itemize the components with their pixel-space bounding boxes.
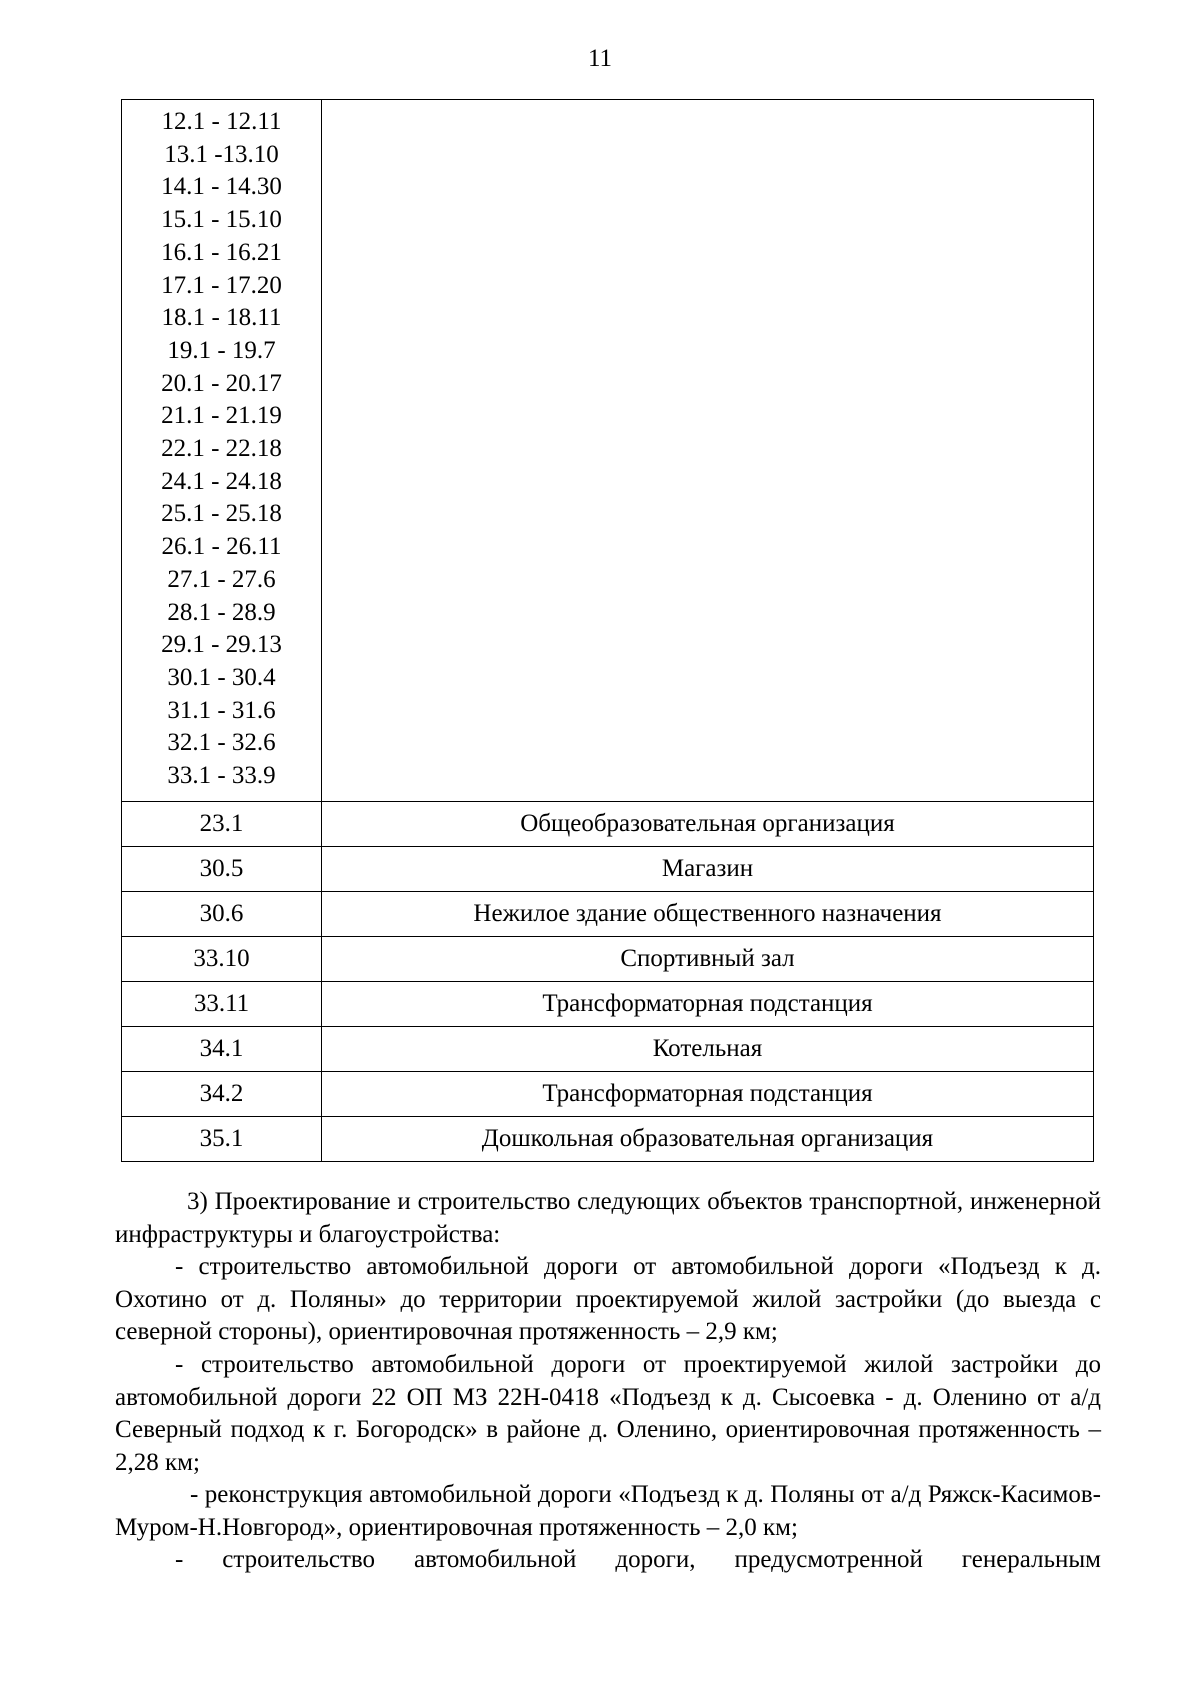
object-id: 34.1 — [122, 1027, 322, 1072]
range-id: 21.1 - 21.19 — [161, 402, 282, 430]
paragraph-road-1: - строительство автомобильной дороги от автомобильной дороги «Подъезд к д. Охотино от д. Поляны» до территории проектируемой жилой застройки (до выезда с северной стороны), ориентировочная протяженность – 2,9 км; — [115, 1253, 1101, 1346]
table-row — [122, 937, 1094, 982]
empty-name-cell — [322, 100, 1094, 802]
range-id: 32.1 - 32.6 — [167, 729, 276, 757]
range-id: 31.1 - 31.6 — [167, 696, 276, 724]
range-id: 30.1 - 30.4 — [167, 663, 276, 691]
object-name: Магазин — [322, 847, 1094, 892]
table-row — [122, 847, 1094, 892]
table-row — [122, 892, 1094, 937]
table-row — [122, 1117, 1094, 1162]
range-id: 15.1 - 15.10 — [161, 206, 282, 234]
range-id: 27.1 - 27.6 — [167, 565, 276, 593]
object-id: 23.1 — [122, 802, 322, 847]
range-id: 17.1 - 17.20 — [161, 271, 282, 299]
object-id: 30.6 — [122, 892, 322, 937]
object-id: 30.5 — [122, 847, 322, 892]
object-name: Общеобразовательная организация — [322, 802, 1094, 847]
object-name: Спортивный зал — [322, 937, 1094, 982]
object-id: 35.1 — [122, 1117, 322, 1162]
object-id: 33.11 — [122, 982, 322, 1027]
table-row — [122, 100, 1094, 802]
paragraph-road-3: - реконструкция автомобильной дороги «Подъезд к д. Поляны от а/д Ряжск-Касимов-Муром-Н.Новгород», ориентировочная протяженность – 2,0 км; — [115, 1481, 1101, 1541]
paragraph-road-4: - строительство автомобильной дороги, предусмотренной генеральным — [175, 1546, 1101, 1573]
object-name: Трансформаторная подстанция — [322, 982, 1094, 1027]
objects-table — [121, 99, 1094, 1162]
range-id: 16.1 - 16.21 — [161, 238, 282, 266]
range-id: 14.1 - 14.30 — [161, 173, 282, 201]
object-name: Трансформаторная подстанция — [322, 1072, 1094, 1117]
range-id: 28.1 - 28.9 — [167, 598, 276, 626]
table-row — [122, 1072, 1094, 1117]
paragraph-road-2: - строительство автомобильной дороги от проектируемой жилой застройки до автомобильной дороги 22 ОП МЗ 22Н-0418 «Подъезд к д. Сысоевка - д. Оленино от а/д Северный подход к г. Богородск» в районе д. Оленино, ориентировочная протяженность – 2,28 км; — [115, 1351, 1101, 1476]
range-id: 29.1 - 29.13 — [161, 631, 282, 659]
range-id: 33.1 - 33.9 — [167, 762, 276, 790]
range-id: 19.1 - 19.7 — [167, 336, 276, 364]
object-name: Котельная — [322, 1027, 1094, 1072]
range-id: 25.1 - 25.18 — [161, 500, 282, 528]
range-id: 13.1 -13.10 — [164, 140, 279, 168]
paragraph-intro: 3) Проектирование и строительство следующих объектов транспортной, инженерной инфраструктуры и благоустройства: — [115, 1188, 1101, 1248]
range-id: 22.1 - 22.18 — [161, 435, 282, 463]
object-id: 33.10 — [122, 937, 322, 982]
range-id: 26.1 - 26.11 — [161, 533, 282, 561]
range-id: 18.1 - 18.11 — [161, 304, 282, 332]
object-name: Нежилое здание общественного назначения — [322, 892, 1094, 937]
table-row — [122, 802, 1094, 847]
object-name: Дошкольная образовательная организация — [322, 1117, 1094, 1162]
range-id: 12.1 - 12.11 — [161, 108, 282, 135]
table-row — [122, 1027, 1094, 1072]
range-ids-cell — [122, 100, 322, 802]
range-id: 20.1 - 20.17 — [161, 369, 282, 397]
table-row — [122, 982, 1094, 1027]
page-number: 11 — [587, 45, 613, 72]
range-id: 24.1 - 24.18 — [161, 467, 282, 495]
object-id: 34.2 — [122, 1072, 322, 1117]
